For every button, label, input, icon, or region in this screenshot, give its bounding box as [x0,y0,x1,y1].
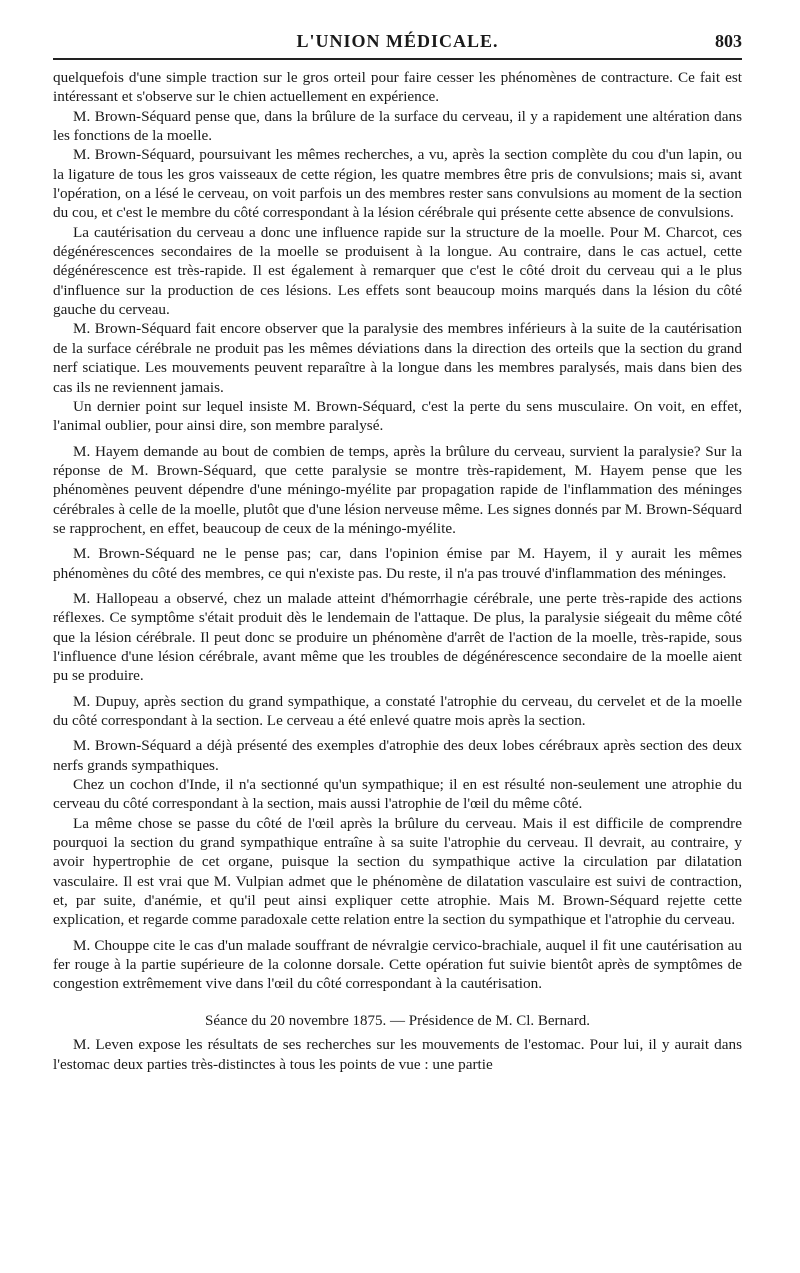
paragraph: M. Brown-Séquard pense que, dans la brûlure de la surface du cerveau, il y a rapidement une altération dans les fonctions de la moelle. [53,107,742,145]
page-header [53,28,742,60]
journal-title: L'UNION MÉDICALE. [296,31,499,51]
paragraph: M. Leven expose les résultats de ses recherches sur les mouvements de l'estomac. Pour lui, il y aurait dans l'estomac deux parties très-distinctes à tous les points de vue : une partie [53,1036,742,1073]
paragraph: La même chose se passe du côté de l'œil après la brûlure du cerveau. Mais il est difficile de comprendre pourquoi la section du grand sympathique entraîne à sa suite l'atrophie du cerveau. Il devrait, au contraire, y avoir hypertrophie de cet organe, puisque la section du sympathique active la circulation par dilatation vasculaire. Il est vrai que M. Vulpian admet que le phénomène de dilatation vasculaire est suivi de contraction, et, par suite, d'anémie, et qu'il peut ainsi expliquer cette atrophie. Mais M. Brown-Séquard rejette cette explication, et regarde comme paradoxale cette relation entre la section du sympathique et l'atrophie du cerveau. [53,814,742,929]
session-heading: Séance du 20 novembre 1875. — Présidence de M. Cl. Bernard. [205,1012,590,1029]
paragraph: M. Brown-Séquard, poursuivant les mêmes recherches, a vu, après la section complète du cou d'un lapin, ou la ligature de tous les gros vaisseaux de cette région, les quatre membres être pris de convulsions; mais si, avant l'opération, on a lésé le cerveau, on voit parfois un des membres rester sans convulsions au moment de la section du cou, et c'est le membre du côté correspondant à la lésion cérébrale qui présente cette absence de convulsions. [53,146,742,222]
paragraph: M. Hallopeau a observé, chez un malade atteint d'hémorrhagie cérébrale, une perte très-rapide des actions réflexes. Ce symptôme s'était produit dès le lendemain de l'attaque. De plus, la paralysie siégeait du même côté que la lésion cérébrale. Il peut donc se produire un phénomène d'arrêt de l'action de la moelle, très-rapide, sous l'influence d'une lésion cérébrale, avant même que les troubles de dégénérescence secondaire de la moelle aient pu se produire. [53,589,742,685]
page-number: 803 [715,31,742,51]
article-body [53,68,742,1074]
paragraph: Un dernier point sur lequel insiste M. Brown-Séquard, c'est la perte du sens musculaire. On voit, en effet, l'animal oublier, pour ainsi dire, son membre paralysé. [53,397,742,435]
paragraph: quelquefois d'une simple traction sur le gros orteil pour faire cesser les phénomènes de contracture. Ce fait est intéressant et s'observe sur le chien actuellement en expérience. [53,69,742,106]
paragraph: M. Brown-Séquard ne le pense pas; car, dans l'opinion émise par M. Hayem, il y aurait les mêmes phénomènes du côté des membres, ce qui n'existe pas. Du reste, il n'a pas trouvé d'inflammation des méninges. [53,545,742,582]
paragraph: M. Brown-Séquard fait encore observer que la paralysie des membres inférieurs à la suite de la cautérisation de la surface cérébrale ne produit pas les mêmes déviations dans la direction des orteils que la section du grand nerf sciatique. Les mouvements peuvent reparaître à la longue dans les membres paralysés, mais dans bien des cas ils ne reviennent jamais. [53,320,742,396]
paragraph: M. Brown-Séquard a déjà présenté des exemples d'atrophie des deux lobes cérébraux après section des deux nerfs grands sympathiques. [53,737,742,774]
paragraph: M. Chouppe cite le cas d'un malade souffrant de névralgie cervico-brachiale, auquel il fit une cautérisation au fer rouge à la partie supérieure de la colonne dorsale. Cette opération fut suivie bientôt après de symptômes de congestion extrêmement vive dans l'œil du côté correspondant à la cautérisation. [53,936,742,993]
paragraph: M. Hayem demande au bout de combien de temps, après la brûlure du cerveau, survient la paralysie? Sur la réponse de M. Brown-Séquard, que cette paralysie se montre très-rapidement, M. Hayem pense que les phénomènes peuvent dépendre d'une méningo-myélite par propagation rapide de l'inflammation des méninges cérébrales à celle de la moelle, plutôt que d'une lésion nerveuse même. Les signes donnés par M. Brown-Séquard se rapprochent, en effet, beaucoup de ceux de la méningo-myélite. [53,442,742,537]
paragraph: La cautérisation du cerveau a donc une influence rapide sur la structure de la moelle. Pour M. Charcot, ces dégénérescences secondaires de la moelle se produisent à la longue. Au contraire, dans le cas actuel, cette dégénérescence est très-rapide. Il est également à remarquer que c'est le côté droit du cerveau qui a le plus d'influence sur la production de ces lésions. Les effets sont beaucoup moins marqués dans la lésion du côté gauche du cerveau. [53,223,742,319]
paragraph: Chez un cochon d'Inde, il n'a sectionné qu'un sympathique; il en est résulté non-seulement une atrophie du cerveau du côté correspondant à la section, mais aussi l'atrophie de l'œil du même côté. [53,776,742,813]
paragraph: M. Dupuy, après section du grand sympathique, a constaté l'atrophie du cerveau, du cervelet et de la moelle du côté correspondant à la section. Le cerveau a été enlevé quatre mois après la section. [53,692,742,729]
